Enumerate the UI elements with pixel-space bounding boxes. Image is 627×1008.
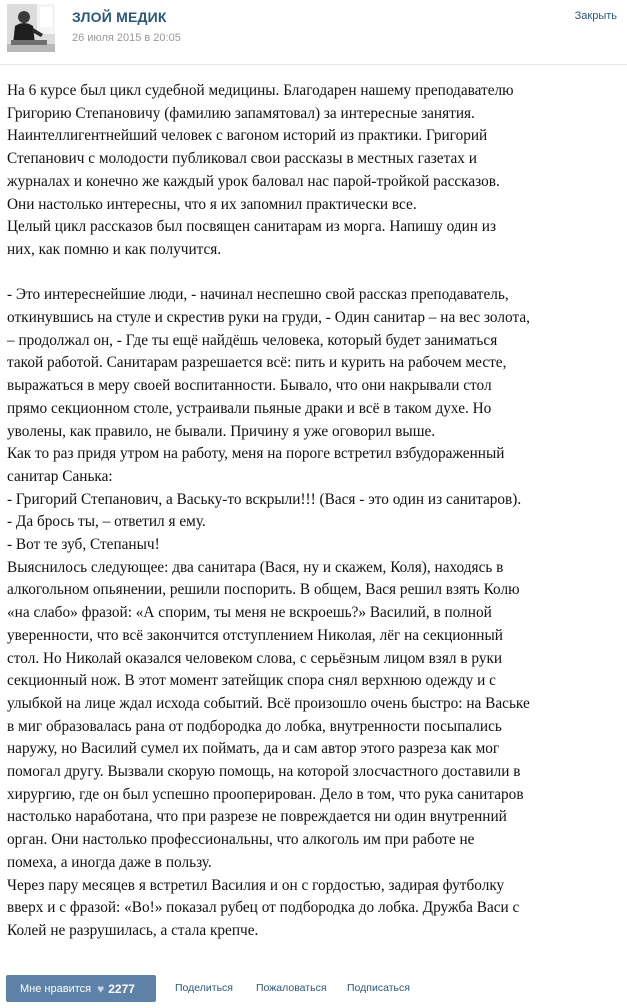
post-line: Наинтеллигентнейший человек с вагоном историй из практики. Григорий xyxy=(7,127,488,145)
post-line: санитар Санька: xyxy=(7,467,113,485)
post-header xyxy=(0,0,627,65)
post-line: Колей не разрушилась, а стала крепче. xyxy=(7,922,259,939)
post-line: Степанович с молодости публиковал свои рассказы в местных газетах и xyxy=(7,150,477,168)
post-line: алкогольном опьянении, решили поспорить. В общем, Вася решил взять Колю xyxy=(7,581,520,599)
avatar[interactable] xyxy=(7,4,55,52)
heart-icon: ♥ xyxy=(97,981,105,996)
post-line: уволены, как правило, не бывали. Причину я уже оговорил выше. xyxy=(7,422,436,440)
post-line: прямо секционном столе, устраивали пьяные драки и всё в таком духе. Но xyxy=(7,399,492,417)
post-line: орган. Они настолько профессиональны, что алкоголь им при работе не xyxy=(7,831,475,849)
post-line: вверх и с фразой: «Во!» показал рубец от подбородка до лобка. Дружба Васи с xyxy=(7,899,520,917)
post-line: Как то раз придя утром на работу, меня на пороге встретил взбудораженный xyxy=(7,445,505,463)
subscribe-link[interactable]: Подписаться xyxy=(347,982,410,994)
post-line: Григорию Степановичу (фамилию запамятовал) за интересные занятия. xyxy=(7,104,475,122)
like-label: Мне нравится xyxy=(20,982,92,995)
post-line: Через пару месяцев я встретил Василия и он с гордостью, задирая футболку xyxy=(7,876,505,894)
post-line: уверенности, что всё закончится отступлением Николая, лёг на секционный xyxy=(7,626,503,644)
like-button[interactable] xyxy=(6,975,156,1002)
post-line: Выяснилось следующее: два санитара (Вася, ну и скажем, Коля), находясь в xyxy=(7,558,504,576)
post-line: них, как помню и как получится. xyxy=(7,240,222,258)
post-line: На 6 курсе был цикл судебной медицины. Благодарен нашему преподавателю xyxy=(7,82,514,99)
post-line: Целый цикл рассказов был посвящен санитарам из морга. Напишу один из xyxy=(7,218,496,236)
post-line: «на слабо» фразой: «А спорим, ты меня не вскроешь?» Василий, в полной xyxy=(7,604,492,622)
post-line: стол. Но Николай оказался человеком слова, с серьёзным лицом взял в руки xyxy=(7,649,503,667)
share-link[interactable]: Поделиться xyxy=(175,982,233,994)
post-line: - Да брось ты, – ответил я ему. xyxy=(7,513,206,531)
post-line: - Это интереснейшие люди, - начинал неспешно свой рассказ преподаватель, xyxy=(7,286,509,304)
post-line: такой работой. Санитарам разрешается всё: пить и курить на рабочем месте, xyxy=(7,354,507,372)
post-line: помогал другу. Вызвали скорую помощь, на которой злосчастного доставили в xyxy=(7,763,521,781)
post-footer xyxy=(0,971,627,1008)
paragraph-gap xyxy=(7,262,619,285)
like-count: 2277 xyxy=(108,981,135,996)
close-button[interactable]: Закрыть xyxy=(574,10,617,22)
post-line: настолько наработана, что при разрезе не повреждается ни один внутренний xyxy=(7,808,507,826)
post-text xyxy=(7,80,619,943)
post-line: - Григорий Степанович, а Ваську-то вскрыли!!! (Вася - это один из санитаров). xyxy=(7,490,522,508)
post-line: хирургию, где он был успешно прооперирован. Дело в том, что рука санитаров xyxy=(7,785,524,803)
avatar-photo-icon xyxy=(7,4,55,52)
post-line: журналах и конечно же каждый урок баловал нас парой-тройкой рассказов. xyxy=(7,172,500,190)
post-line: откинувшись на стуле и скрестив руки на груди, - Один санитар – на вес золота, xyxy=(7,309,530,327)
post-line: помеха, а иногда даже в пользу. xyxy=(7,853,212,871)
author-name[interactable]: ЗЛОЙ МЕДИК xyxy=(72,9,167,25)
post-line: наружу, но Василий сумел их поймать, да и сам автор этого разреза как мог xyxy=(7,740,500,758)
post-line: улыбкой на лице ждал исхода событий. Всё произошло очень быстро: на Ваське xyxy=(7,694,530,712)
report-link[interactable]: Пожаловаться xyxy=(256,982,327,994)
post-line: Они настолько интересны, что я их запомнил практически все. xyxy=(7,195,417,213)
post-line: секционный нож. В этот момент затейщик спора снял верхнюю одежду и с xyxy=(7,672,496,690)
post-line: – продолжал он, - Где ты ещё найдёшь человека, который будет заниматься xyxy=(7,331,498,349)
post-line: выражаться в меру своей воспитанности. Бывало, что они накрывали стол xyxy=(7,377,492,395)
post-line: - Вот те зуб, Степаныч! xyxy=(7,536,160,554)
post-line: в миг образовалась рана от подбородка до лобка, внутренности посыпались xyxy=(7,717,502,735)
post-date[interactable]: 26 июля 2015 в 20:05 xyxy=(72,32,181,44)
